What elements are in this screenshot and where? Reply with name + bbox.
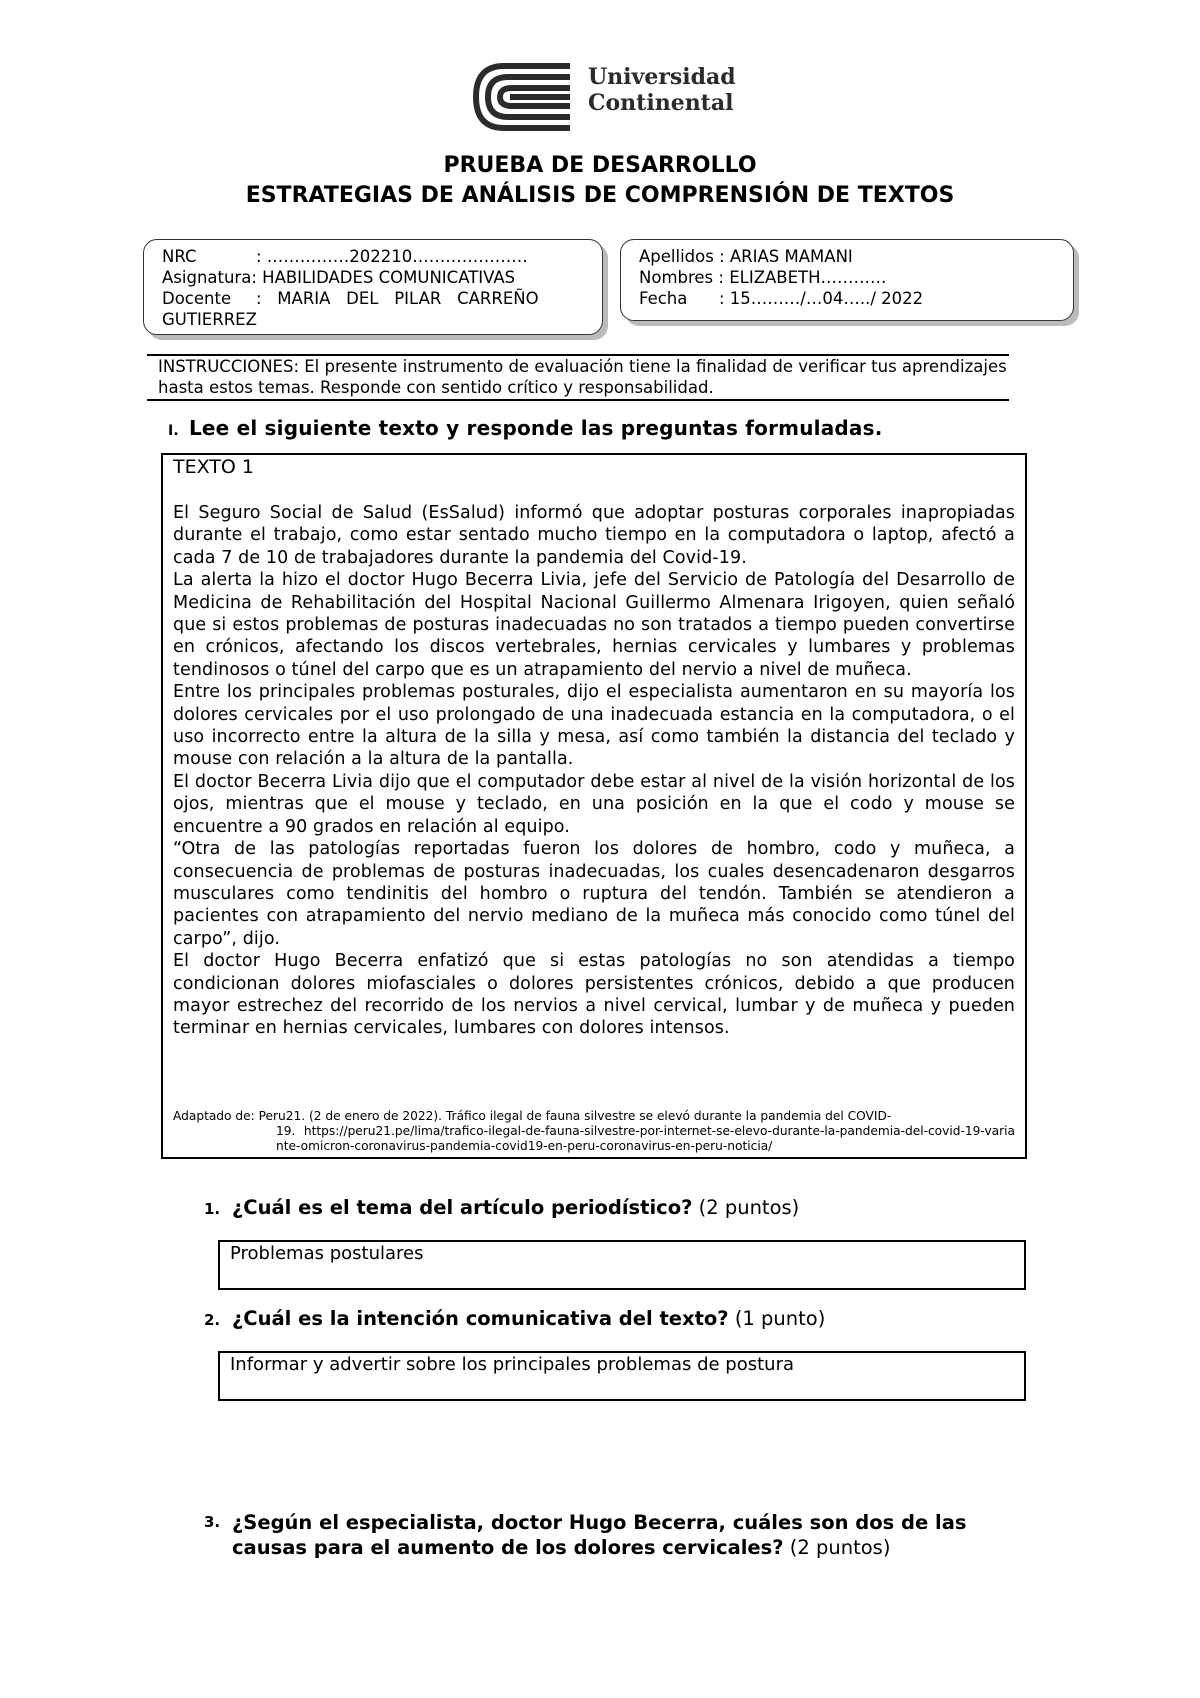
reading-text-body — [173, 502, 1015, 1040]
fecha-label: Fecha — [639, 289, 688, 308]
question-number: 1. — [204, 1200, 221, 1218]
section-numeral: I. — [168, 423, 179, 439]
reading-paragraph: “Otra de las patologías reportadas fueron los dolores de hombro, codo y muñeca, a consecuencia de problemas de posturas inadecuadas, los cuales desencadenaron desgarros musculares como tendinitis del hombro o ruptura del tendón. También se atendieron a pacientes con atrapamiento del nervio mediano de la muñeca más conocido como túnel del carpo”, dijo. — [173, 839, 1015, 949]
fecha-value: : 15………/…04…../ 2022 — [719, 289, 924, 308]
docente-row — [162, 288, 592, 309]
source-line-1: Adaptado de: Peru21. (2 de enero de 2022). Tráfico ilegal de fauna silvestre se elevó durante la pandemia del COVID- — [173, 1109, 892, 1123]
reading-paragraph: La alerta la hizo el doctor Hugo Becerra Livia, jefe del Servicio de Patología del Desarrollo de Medicina de Rehabilitación del Hospital Nacional Guillermo Almenara Irigoyen, quien señaló que si estos problemas de posturas inadecuadas no son tratados a tiempo pueden convertirse en crónicos, afectando los discos vertebrales, hernias cervicales y lumbares y problemas tendinosos o túnel del carpo que es un atrapamiento del nervio a nivel de muñeca. — [173, 570, 1015, 680]
question-text: ¿Según el especialista, doctor Hugo Becerra, cuáles son dos de las causas para el aumento de los dolores cervicales? — [232, 1511, 967, 1559]
asignatura-label: Asignatura: — [162, 268, 257, 287]
page-subtitle: ESTRATEGIAS DE ANÁLISIS DE COMPRENSIÓN DE TEXTOS — [245, 183, 955, 208]
reading-paragraph: El doctor Becerra Livia dijo que el computador debe estar al nivel de la visión horizontal de los ojos, mientras que el mouse y teclado, en una posición en la que el codo y mouse se encuentre a 90 grados en relación al equipo. — [173, 771, 1015, 837]
question-points: (2 puntos) — [789, 1536, 891, 1559]
asignatura-row — [162, 267, 592, 288]
question-number: 3. — [204, 1513, 221, 1531]
docente-value: : MARIA DEL PILAR CARREÑO — [256, 289, 539, 308]
reading-paragraph: El Seguro Social de Salud (EsSalud) informó que adoptar posturas corporales inapropiadas durante el trabajo, como estar sentado mucho tiempo en la computadora o laptop, afectó a cada 7 de 10 de trabajadores durante la pandemia del Covid-19. — [173, 503, 1015, 568]
nrc-row — [162, 246, 592, 267]
nrc-label: NRC — [162, 247, 197, 266]
apellidos-value: : ARIAS MAMANI — [719, 247, 853, 266]
nrc-value: : ……………202210………………… — [256, 247, 528, 266]
course-info-box — [143, 239, 603, 335]
page-title: PRUEBA DE DESARROLLO — [443, 153, 757, 178]
student-info-box — [620, 239, 1074, 321]
apellidos-label: Apellidos — [639, 247, 714, 266]
question-number: 2. — [204, 1311, 221, 1329]
question-1 — [204, 1196, 799, 1219]
reading-paragraph: Entre los principales problemas posturales, dijo el especialista aumentaron en su mayoría los dolores cervicales por el uso prolongado de una inadecuada estancia en la computadora, o el uso incorrecto entre la altura de la silla y mesa, así como también la distancia del teclado y mouse con relación a la altura de la pantalla. — [173, 682, 1015, 770]
instructions-bottom-rule — [147, 399, 1009, 401]
instructions-text: INSTRUCCIONES: El presente instrumento de evaluación tiene la finalidad de verificar tus aprendizajes hasta estos temas. Responde con sentido crítico y responsabilidad. — [158, 357, 1007, 397]
apellidos-row — [639, 246, 1063, 267]
university-name: Universidad Continental — [588, 64, 736, 116]
question-text: ¿Cuál es la intención comunicativa del texto? — [232, 1307, 729, 1330]
asignatura-value: HABILIDADES COMUNICATIVAS — [262, 268, 516, 287]
question-points: (2 puntos) — [698, 1196, 800, 1219]
nombres-row — [639, 267, 1063, 288]
reading-text-title: TEXTO 1 — [173, 456, 254, 478]
source-citation — [173, 1109, 1015, 1154]
question-2 — [204, 1307, 825, 1330]
answer-box-1[interactable]: Problemas postulares — [218, 1240, 1026, 1290]
nombres-value: : ELIZABETH………… — [718, 268, 887, 287]
reading-paragraph: El doctor Hugo Becerra enfatizó que si estas patologías no son atendidas a tiempo condicionan dolores miofasciales o dolores persistentes crónicos, debido a que producen mayor estrechez del recorrido de los nervios a nivel cervical, lumbar y de muñeca y pueden terminar en hernias cervicales, lumbares con dolores intensos. — [173, 951, 1015, 1039]
section-heading-text: Lee el siguiente texto y responde las preguntas formuladas. — [188, 416, 883, 440]
section-heading — [168, 416, 883, 440]
answer-box-2[interactable]: Informar y advertir sobre los principales problemas de postura — [218, 1351, 1026, 1401]
question-text: ¿Cuál es el tema del artículo periodístico? — [232, 1196, 693, 1219]
source-link: 19. https://peru21.pe/lima/trafico-ilegal-de-fauna-silvestre-por-internet-se-elevo-durante-la-pandemia-del-covid-19-variante-omicron-coronavirus-pandemia-covid19-en-peru-coronavirus-en-peru-noticia/ — [276, 1124, 1015, 1153]
question-points: (1 punto) — [734, 1307, 826, 1330]
nombres-label: Nombres — [639, 268, 714, 287]
fecha-row — [639, 288, 1063, 309]
question-3 — [204, 1510, 1040, 1560]
docente-value-2: GUTIERREZ — [162, 310, 257, 329]
docente-label: Docente — [162, 289, 232, 308]
